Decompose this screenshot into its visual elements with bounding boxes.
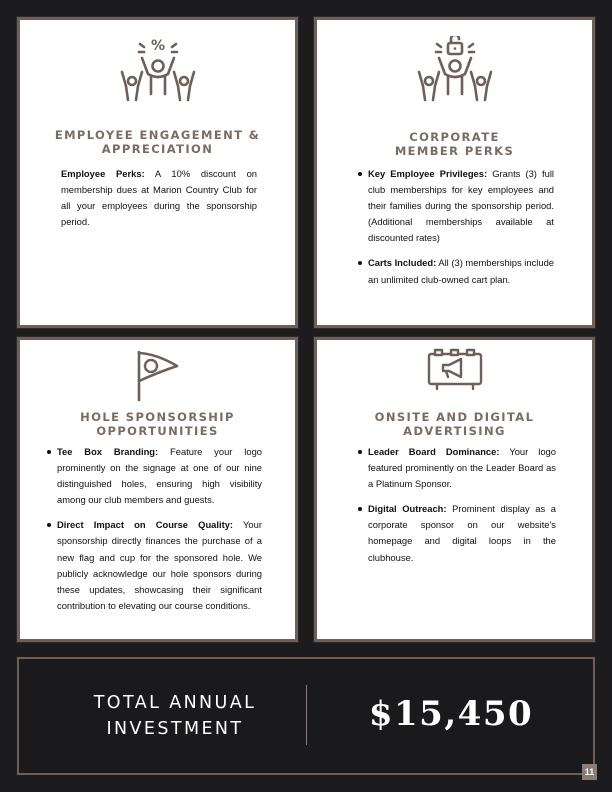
card-title: CORPORATE MEMBER PERKS	[394, 130, 515, 158]
card-title: EMPLOYEE ENGAGEMENT & APPRECIATION	[54, 128, 261, 156]
employee-engagement-card	[17, 17, 298, 328]
leader-board-megaphone-icon	[425, 348, 485, 390]
employee-perks-description: A 10% discount on membership dues at Marion Country Club for all your employees during the sponsorship period.	[61, 168, 257, 228]
list-item: Key Employee Privileges: Grants (3) full club memberships for key employees and their families during the sponsorship period. (Additional memberships available at discounted rates)	[358, 166, 554, 246]
svg-text:%: %	[150, 38, 165, 54]
employee-perks-label: Employee Perks:	[61, 168, 145, 179]
list-item: Direct Impact on Course Quality: Your sponsorship directly finances the purchase of a new flag and cup for the sponsored hole. We publicly acknowledge our hole sponsors during these updates, showcasing their significant contribution to elevating our course conditions.	[47, 517, 262, 614]
page-number: 11	[582, 764, 597, 780]
celebrating-people-percent-icon	[118, 36, 198, 110]
hole-sponsorship-list	[47, 444, 262, 623]
total-investment-amount: $15,450	[368, 694, 534, 734]
employee-perks-text	[61, 166, 257, 230]
list-item: Leader Board Dominance: Your logo featured prominently on the Leader Board as a Platinum Sponsor.	[358, 444, 556, 492]
list-item: Digital Outreach: Prominent display as a corporate sponsor on our website's homepage and digital loops in the clubhouse.	[358, 501, 556, 565]
card-title: HOLE SPONSORSHIP OPPORTUNITIES	[80, 410, 235, 438]
total-investment-label: TOTAL ANNUAL INVESTMENT	[93, 693, 257, 739]
banner-divider	[306, 685, 307, 745]
list-item: Tee Box Branding: Feature your logo prominently on the signage at one of our nine distinguished holes, ensuring high visibility among our club members and guests.	[47, 444, 262, 508]
corporate-member-perks-card	[314, 17, 595, 328]
celebrating-people-unlocked-padlock-icon	[415, 36, 495, 110]
list-item: Carts Included: All (3) memberships include an unlimited club-owned cart plan.	[358, 255, 554, 287]
advertising-list	[358, 444, 556, 575]
corporate-perks-list	[358, 166, 554, 297]
onsite-digital-advertising-card	[314, 337, 595, 642]
card-title: ONSITE AND DIGITAL ADVERTISING	[374, 410, 535, 438]
golf-flag-icon	[131, 348, 185, 404]
total-investment-banner	[17, 657, 595, 775]
hole-sponsorship-card	[17, 337, 298, 642]
